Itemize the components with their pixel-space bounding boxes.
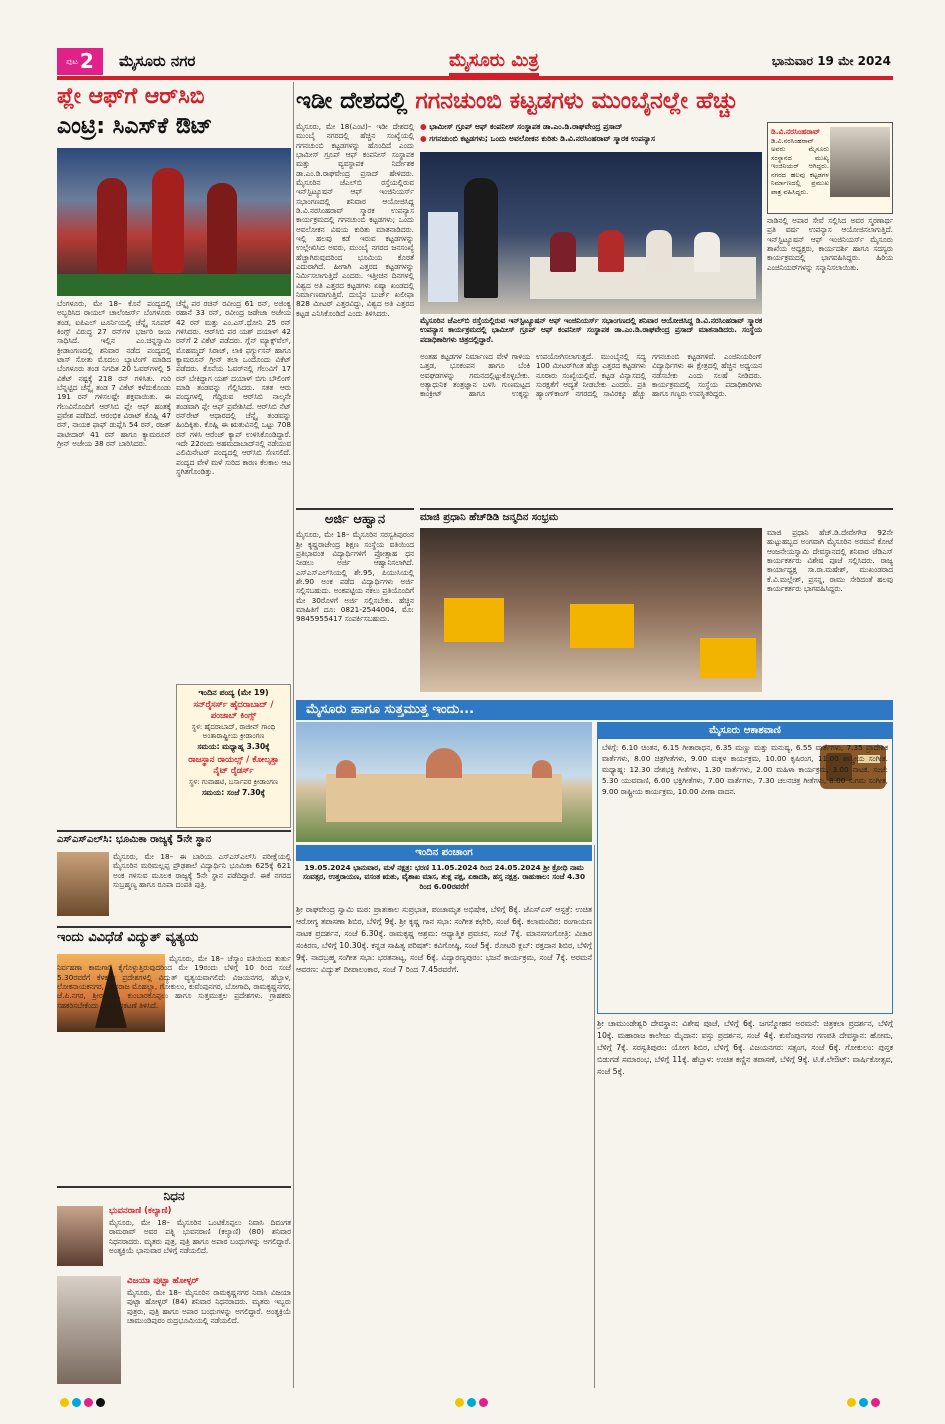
profile-text: ಡಿ.ವಿ.ನರಸಿಂಹರಾವ್ ಅವರು ಮೈಸೂರು ಸಂಸ್ಥಾನದ ಮುಖ್ಯ ಇಂಜಿನಿಯರ್ ಆಗಿದ್ದರು. ನಗರದ ಹಲವು ಕಟ್ಟಡಗಳ ನಿರ್ಮಾಣದಲ್ಲಿ ಪ್ರಮುಖ ಪಾತ್ರ ವಹಿಸಿದ್ದರು. [771,137,829,196]
obituary-body-2: ಮೈಸೂರು, ಮೇ 18– ಮೈಸೂರಿನ ರಾಮಕೃಷ್ಣನಗರ ನಿವಾಸಿ ವಿಜಯಾ ಪುಟ್ಟಾ ಹೋಳ್ಳರ್ (84) ಶನಿವಾರ ನಿಧನರಾದರು. ಮೃತರು ಇಬ್ಬರು ಪುತ್ರರು, ಪುತ್ರಿ ಹಾಗೂ ಅಪಾರ ಬಂಧುಗಳನ್ನು ಅಗಲಿದ್ದಾರೆ. ಅಂತ್ಯಕ್ರಿಯೆ ಚಾಮುಂಡಿಪುರಂ ರುದ್ರಭೂಮಿಯಲ್ಲಿ ನಡೆಯಲಿದೆ. [127,1288,291,1325]
fixture-box [176,684,291,828]
color-dot [455,1398,464,1407]
color-dot [859,1398,868,1407]
event-photo [420,528,762,692]
banner-poster [570,604,634,648]
fixture-venue1: ಸ್ಥಳ: ಹೈದರಾಬಾದ್, ರಾಜೀವ್ ಗಾಂಧಿ ಅಂತಾರಾಷ್ಟ್ರೀಯ ಕ್ರೀಡಾಂಗಣ [191,723,276,740]
notice-body: ಮೈಸೂರು, ಮೇ 18– ಮೈಸೂರಿನ ಸರಸ್ವತಿಪುರಂನ ಶ್ರೀ ಕೃಷ್ಣರಾಜೇಂದ್ರ ಶಿಕ್ಷಣ ಸಂಸ್ಥೆಯ ವತಿಯಿಂದ ಪ್ರತಿಭಾವಂತ ವಿದ್ಯಾರ್ಥಿಗಳಿಗೆ ಪ್ರೋತ್ಸಾಹ ಧನ ನೀಡಲು ಅರ್ಜಿ ಆಹ್ವಾನಿಸಲಾಗಿದೆ. ಎಸ್‌ಎಸ್‌ಎಲ್‌ಸಿಯಲ್ಲಿ ಶೇ.95, ಪಿಯುಸಿಯಲ್ಲಿ ಶೇ.90 ಅಂಕ ಪಡೆದ ವಿದ್ಯಾರ್ಥಿಗಳು ಅರ್ಜಿ ಸಲ್ಲಿಸಬಹುದು. ಅಂಕಪಟ್ಟಿಯ ನಕಲು ಪ್ರತಿಯೊಂದಿಗೆ ಮೇ 30ರೊಳಗೆ ಅರ್ಜಿ ಸಲ್ಲಿಸಬೇಕು. ಹೆಚ್ಚಿನ ಮಾಹಿತಿಗೆ ದೂ: 0821-2544004, ಮೊ: 9845955417 ಸಂಪರ್ಕಿಸಬಹುದು. [296,530,414,624]
sslc-story [57,830,291,924]
obituary-section-title: ನಿಧನ [163,1189,185,1203]
profile-box [767,122,893,214]
power-cut-body: ಮೈಸೂರು, ಮೇ 18– ಚೆಸ್ಕಾಂ ವತಿಯಿಂದ ತುರ್ತು ನಿರ್ವಹಣಾ ಕಾಮಗಾರಿ ಕೈಗೊಳ್ಳುತ್ತಿರುವುದರಿಂದ ಮೇ 19ರಂದು ಬೆಳಿಗ್ಗೆ 10 ರಿಂದ ಸಂಜೆ 5.30ರವರೆಗೆ ಕೆಳಕಂಡ ಪ್ರದೇಶಗಳಲ್ಲಿ ವಿದ್ಯುತ್ ವ್ಯತ್ಯಯವಾಗಲಿದೆ: ವಿಜಯನಗರ, ಹೆಬ್ಬಾಳ, ಲೋಕನಾಯಕನಗರ, ದೇವರಾಜ ಮೊಹಲ್ಲಾ, ಗೋಕುಲಂ, ಕುವೆಂಪುನಗರ, ಬೋಗಾದಿ, ರಾಮಕೃಷ್ಣನಗರ, ಜೆ.ಪಿ.ನಗರ, ಶ್ರೀರಾಂಪುರ, ಕುಂಬಾರಕೊಪ್ಪಲು ಹಾಗೂ ಸುತ್ತಮುತ್ತಲ ಪ್ರದೇಶಗಳು. ಗ್ರಾಹಕರು ಸಹಕರಿಸಬೇಕೆಂದು ಚೆಸ್ಕಾಂ ಪ್ರಕಟಣೆ ತಿಳಿಸಿದೆ. [57,954,291,1010]
guest-figure [694,232,720,272]
speaker-figure [464,178,498,298]
lead-bullet-1-text: ಭಾಮೀಸ್ ಗ್ರೂಪ್ ಆಫ್ ಕಂಪನೀಸ್ ಸಂಸ್ಥಾಪಕ ಡಾ.ಎಂ.ಡಿ.ರಾಘವೇಂದ್ರ ಪ್ರಸಾದ್ [429,122,623,131]
power-cut-story [57,926,291,1184]
obituary-photo-2 [57,1276,121,1384]
bullet-icon: ● [420,122,427,131]
lecture-photo [420,152,762,314]
sslc-title: ಎಸ್‌ಎಸ್‌ಎಲ್‌ಸಿ: ಭೂಮಿಕಾ ರಾಜ್ಯಕ್ಕೆ 5ನೇ ಸ್ಥಾನ [57,834,212,845]
bullet-icon: ● [420,134,427,144]
profile-body: ನಾಡಿನಲ್ಲಿ ಅಪಾರ ಸೇವೆ ಸಲ್ಲಿಸಿದ ಅವರ ಸ್ಮರಣಾರ್ಥ ಪ್ರತಿ ವರ್ಷ ಉಪನ್ಯಾಸ ಆಯೋಜಿಸಲಾಗುತ್ತಿದೆ. ಇನ್‌ಸ್ಟಿಟ್ಯೂಷನ್ ಆಫ್ ಇಂಜಿನಿಯರ್ಸ್ ಮೈಸೂರು ಶಾಖೆಯ ಅಧ್ಯಕ್ಷರು, ಕಾರ್ಯದರ್ಶಿ ಹಾಗೂ ಸದಸ್ಯರು ಕಾರ್ಯಕ್ರಮದಲ್ಲಿ ಭಾಗವಹಿಸಿದ್ದರು. ಹಿರಿಯ ಎಂಜಿನಿಯರ್‌ಗಳನ್ನು ಸನ್ಮಾನಿಸಲಾಯಿತು. [767,216,893,272]
radio-box [597,722,893,1014]
color-dot [467,1398,476,1407]
sports-headline-line2: ಎಂಟ್ರಿ: ಸಿಎಸ್‌ಕೆ ಔಟ್ [57,114,213,139]
radio-body: ಬೆಳಿಗ್ಗೆ: 6.10 ಚಿಂತನ, 6.15 ಗೀತಾರಾಧನ, 6.35 ಮಣ್ಣು ಮತ್ತು ಮನುಷ್ಯ, 6.55 ವಾರ್ತೆಗಳು, 7.35 ಪ್ರಾದೇಶಿಕ ವಾರ್ತೆಗಳು, 8.00 ಚಿತ್ರಗೀತೆಗಳು, 9.00 ಮಕ್ಕಳ ಕಾರ್ಯಕ್ರಮ, 10.00 ಕೃಷಿರಂಗ, 11.00 ಶಾಸ್ತ್ರೀಯ ಸಂಗೀತ. ಮಧ್ಯಾಹ್ನ: 12.30 ದೇಶಭಕ್ತಿ ಗೀತೆಗಳು, 1.30 ವಾರ್ತೆಗಳು, 2.00 ಮಹಿಳಾ ಕಾರ್ಯಕ್ರಮ, 3.00 ನಾಟಕ. ಸಂಜೆ: 5.30 ಯುವವಾಣಿ, 6.00 ಭಕ್ತಿಗೀತೆಗಳು, 7.00 ವಾರ್ತೆಗಳು, 7.30 ಚಲನಚಿತ್ರ ಗೀತೆಗಳು, 8.00 ಸುಗಮ ಸಂಗೀತ, 9.00 ರಾಷ್ಟ್ರೀಯ ಕಾರ್ಯಕ್ರಮ, 10.00 ವೀಣಾ ವಾದನ. [602,743,888,796]
masthead [57,48,893,76]
fixture-match1: ಸನ್‌ರೈಸರ್ಸ್ ಹೈದರಾಬಾದ್ / ಪಂಜಾಬ್ ಕಿಂಗ್ಸ್ [193,700,274,721]
masthead-rule [57,76,893,80]
panchanga-box [296,845,592,901]
lead-body-2: ಅಂತಹ ಕಟ್ಟಡಗಳ ನಿರ್ಮಾಣದ ವೇಳೆ ಗಾಳಿಯ ಒತ್ತಡ, ಭೂಕಂಪನ ಹಾಗೂ ಬೆಂಕಿ ಅವಘಡಗಳನ್ನು ಗಮನದಲ್ಲಿಟ್ಟುಕೊಳ್ಳಬೇಕು. ಅತ್ಯಾಧುನಿಕ ತಂತ್ರಜ್ಞಾನ ಬಳಸಿ ಗುಣಮಟ್ಟದ ಕಾಂಕ್ರೀಟ್ ಹಾಗೂ ಉಕ್ಕನ್ನು ಉಪಯೋಗಿಸಲಾಗುತ್ತದೆ. ಮುಂಬೈನಲ್ಲಿ ಸದ್ಯ 100 ಮೀಟರ್‌ಗಿಂತ ಹೆಚ್ಚು ಎತ್ತರದ ಕಟ್ಟಡಗಳು ನೂರಾರು ಸಂಖ್ಯೆಯಲ್ಲಿವೆ. ಕಟ್ಟಡ ವಿನ್ಯಾಸದಲ್ಲಿ ಸುರಕ್ಷತೆಗೆ ಆದ್ಯತೆ ನೀಡಬೇಕು ಎಂದರು. ಪ್ರತಿ ಹ್ಯಾಂಗ್‌ಕಾಂಗ್ ನಗರದಲ್ಲಿ ಸಾವಿರಕ್ಕೂ ಹೆಚ್ಚು ಗಗನಚುಂಬಿ ಕಟ್ಟಡಗಳಿವೆ. ಎಂಜಿನಿಯರಿಂಗ್ ವಿದ್ಯಾರ್ಥಿಗಳು ಈ ಕ್ಷೇತ್ರದಲ್ಲಿ ಹೆಚ್ಚಿನ ಅಧ್ಯಯನ ನಡೆಸಬೇಕು ಎಂದು ಸಲಹೆ ನೀಡಿದರು. ಕಾರ್ಯಕ್ರಮದಲ್ಲಿ ಸಂಸ್ಥೆಯ ಪದಾಧಿಕಾರಿಗಳು ಹಾಗೂ ಗಣ್ಯರು ಉಪಸ್ಥಿತರಿದ್ದರು. [420,352,762,399]
rcb-celebration-photo [57,148,291,296]
palace-dome [532,760,552,778]
ground-strip [57,274,291,296]
color-dot [60,1398,69,1407]
podium-banner [428,212,458,302]
obituary-name-1: ಭುವನರಾಣಿ (ಕಲ್ಯಾಣಿ) [109,1206,172,1216]
obituary-section [57,1186,291,1386]
lecture-photo-caption: ಮೈಸೂರಿನ ಜೆಎಲ್‌ಬಿ ರಸ್ತೆಯಲ್ಲಿರುವ ಇನ್‌ಸ್ಟಿಟ್ಯೂಷನ್ ಆಫ್ ಇಂಜಿನಿಯರ್ಸ್ ಸಭಾಂಗಣದಲ್ಲಿ ಶನಿವಾರ ಆಯೋಜಿಸಿದ್ದ ಡಿ.ವಿ.ನರಸಿಂಹರಾವ್ ಸ್ಮಾರಕ ಉಪನ್ಯಾಸ ಕಾರ್ಯಕ್ರಮದಲ್ಲಿ ಭಾಮೀಸ್ ಗ್ರೂಪ್ ಆಫ್ ಕಂಪನೀಸ್ ಸಂಸ್ಥಾಪಕ ಡಾ.ಎಂ.ಡಿ.ರಾಘವೇಂದ್ರ ಪ್ರಸಾದ್ ಮಾತನಾಡಿದರು. ಸಂಸ್ಥೆಯ ಪದಾಧಿಕಾರಿಗಳು ಚಿತ್ರದಲ್ಲಿದ್ದಾರೆ. [420,316,762,344]
fixture-match2: ರಾಜಸ್ಥಾನ ರಾಯಲ್ಸ್ / ಕೋಲ್ಕತ್ತಾ ನೈಟ್ ರೈಡರ್ಸ್ [188,755,279,776]
notice-box [296,508,414,694]
obituary-body-1: ಮೈಸೂರು, ಮೇ 18– ಮೈಸೂರಿನ ಒಂಟಿಕೊಪ್ಪಲು ನಿವಾಸಿ ದಿವಂಗತ ರಾಮರಾವ್ ಅವರ ಪತ್ನಿ ಭುವನರಾಣಿ (ಕಲ್ಯಾಣಿ) (80) ಶನಿವಾರ ನಿಧನರಾದರು. ಮೃತರು ಪುತ್ರ, ಪುತ್ರಿ ಹಾಗೂ ಅಪಾರ ಬಂಧುಗಳನ್ನು ಅಗಲಿದ್ದಾರೆ. ಅಂತ್ಯಕ್ರಿಯೆ ಭಾನುವಾರ ಬೆಳಿಗ್ಗೆ ನಡೆಯಲಿದೆ. [109,1218,291,1255]
color-dot [96,1398,105,1407]
player-figure [207,183,237,275]
today-banner-text: ಮೈಸೂರು ಹಾಗೂ ಸುತ್ತಮುತ್ತ ಇಂದು... [306,702,475,717]
lead-bullet-2-text: ಗಗನಚುಂಬಿ ಕಟ್ಟಡಗಳು; ಒಂದು ಅವಲೋಕನ ಕುರಿತು ಡಿ.ವಿ.ನರಸಿಂಹರಾವ್ ಸ್ಮಾರಕ ಉಪನ್ಯಾಸ [429,134,656,144]
color-dot [72,1398,81,1407]
lead-bullet-2 [420,134,762,143]
fixture-time1: ಸಮಯ: ಮಧ್ಯಾಹ್ನ 3.30ಕ್ಕೆ [197,741,270,751]
color-dot [847,1398,856,1407]
obituary-name-2: ವಿಜಯಾ ಪುಟ್ಟಾ ಹೋಳ್ಳರ್ [127,1276,199,1286]
sports-body-col1: ಬೆಂಗಳೂರು, ಮೇ 18– ಕೊನೆ ಪಂದ್ಯದಲ್ಲಿ ಅಬ್ಬರಿಸಿದ ರಾಯಲ್ ಚಾಲೆಂಜರ್ಸ್ ಬೆಂಗಳೂರು ತಂಡ, ಐಪಿಎಲ್ ಟೂರ್ನಿಯಲ್ಲಿ ಚೆನ್ನೈ ಸೂಪರ್ ಕಿಂಗ್ಸ್ ವಿರುದ್ಧ 27 ರನ್‌ಗಳ ಭರ್ಜರಿ ಜಯ ಸಾಧಿಸಿದೆ. ಇಲ್ಲಿನ ಎಂ.ಚಿನ್ನಸ್ವಾಮಿ ಕ್ರೀಡಾಂಗಣದಲ್ಲಿ ಶನಿವಾರ ನಡೆದ ಪಂದ್ಯದಲ್ಲಿ ಟಾಸ್ ಸೋತು ಮೊದಲು ಬ್ಯಾಟಿಂಗ್ ಮಾಡಿದ ಬೆಂಗಳೂರು ತಂಡ ನಿಗದಿತ 20 ಓವರ್‌ಗಳಲ್ಲಿ 5 ವಿಕೆಟ್ ನಷ್ಟಕ್ಕೆ 218 ರನ್ ಗಳಿಸಿತು. ಗುರಿ ಬೆನ್ನಟ್ಟಿದ ಚೆನ್ನೈ ತಂಡ 7 ವಿಕೆಟ್ ಕಳೆದುಕೊಂಡು 191 ರನ್ ಗಳಿಸಲಷ್ಟೇ ಶಕ್ತವಾಯಿತು. ಈ ಗೆಲುವಿನೊಂದಿಗೆ ಆರ್‌ಸಿಬಿ ಪ್ಲೇ ಆಫ್ ಹಂತಕ್ಕೆ ಪ್ರವೇಶ ಪಡೆದಿದೆ. ಆರಂಭಿಕ ವಿರಾಟ್ ಕೊಹ್ಲಿ 47 ರನ್, ನಾಯಕ ಫಾಫ್ ಡುಪ್ಲೆಸಿ 54 ರನ್, ರಜತ್ ಪಾಟೀದಾರ್ 41 ರನ್ ಹಾಗೂ ಕ್ಯಾಮರೂನ್ ಗ್ರೀನ್ ಅಜೇಯ 38 ರನ್ ಬಾರಿಸಿದರು. [57,299,171,448]
lead-body: ಮೈಸೂರು, ಮೇ 18(ಎಂಟಿ)– ಇಡೀ ದೇಶದಲ್ಲಿ ಮುಂಬೈ ನಗರದಲ್ಲಿ ಹೆಚ್ಚಿನ ಸಂಖ್ಯೆಯಲ್ಲಿ ಗಗನಚುಂಬಿ ಕಟ್ಟಡಗಳನ್ನು ಹೊಂದಿದೆ ಎಂದು ಭಾಮೀಸ್ ಗ್ರೂಪ್ ಆಫ್ ಕಂಪನೀಸ್ ಸಂಸ್ಥಾಪಕ ಮತ್ತು ವ್ಯವಸ್ಥಾಪಕ ನಿರ್ದೇಶಕ ಡಾ.ಎಂ.ಡಿ.ರಾಘವೇಂದ್ರ ಪ್ರಸಾದ್ ಹೇಳಿದರು. ಮೈಸೂರಿನ ಜೆಎಲ್‌ಬಿ ರಸ್ತೆಯಲ್ಲಿರುವ ಇನ್‌ಸ್ಟಿಟ್ಯೂಷನ್ ಆಫ್ ಇಂಜಿನಿಯರ್ಸ್ ಸಭಾಂಗಣದಲ್ಲಿ ಶನಿವಾರ ಆಯೋಜಿಸಿದ್ದ ಡಿ.ವಿ.ನರಸಿಂಹರಾವ್ ಸ್ಮಾರಕ ಉಪನ್ಯಾಸ ಕಾರ್ಯಕ್ರಮದಲ್ಲಿ ಗಗನಚುಂಬಿ ಕಟ್ಟಡಗಳು; ಒಂದು ಅವಲೋಕನ ವಿಷಯ ಕುರಿತು ಮಾತನಾಡಿದರು. ಇಲ್ಲಿ ಹಲವು ಕಡೆ ಇರುವ ಕಟ್ಟಡಗಳನ್ನು ಉಲ್ಲೇಖಿಸಿದ ಅವರು, ಮುಂಬೈ ನಗರದ ಜನಸಂಖ್ಯೆ ಹೆಚ್ಚಾಗಿರುವುದರಿಂದ ಭೂಮಿಯ ಕೊರತೆ ಎದುರಾಗಿದೆ. ಹೀಗಾಗಿ ಎತ್ತರದ ಕಟ್ಟಡಗಳನ್ನು ನಿರ್ಮಿಸಲಾಗುತ್ತಿದೆ ಎಂದರು. ಇತ್ತೀಚಿನ ದಿನಗಳಲ್ಲಿ ವಿಶ್ವದ ಅತಿ ಎತ್ತರದ ಕಟ್ಟಡಗಳು ಏಷ್ಯಾ ಖಂಡದಲ್ಲಿ ನಿರ್ಮಾಣವಾಗುತ್ತಿವೆ. ದುಬೈನ ಬುರ್ಜ್ ಖಲೀಫಾ 828 ಮೀಟರ್ ಎತ್ತರವಿದ್ದು, ವಿಶ್ವದ ಅತಿ ಎತ್ತರದ ಕಟ್ಟಡ ಎನಿಸಿಕೊಂಡಿದೆ ಎಂದು ತಿಳಿಸಿದರು. [296,122,414,318]
lead-headline-red: ಗಗನಚುಂಬಿ ಕಟ್ಟಡಗಳು ಮುಂಬೈನಲ್ಲೇ ಹೆಚ್ಚು [415,88,739,114]
lead-headline [296,82,893,120]
color-dot [871,1398,880,1407]
event-caption: ಮಾಜಿ ಪ್ರಧಾನಿ ಹೆಚ್.ಡಿ.ದೇವೇಗೌಡ 92ನೇ ಹುಟ್ಟುಹಬ್ಬದ ಅಂಗವಾಗಿ ಮೈಸೂರಿನ ಅರಮನೆ ಕೋಟೆ ಆಂಜನೇಯಸ್ವಾಮಿ ದೇವಸ್ಥಾನದಲ್ಲಿ ಶನಿವಾರ ಜೆಡಿಎಸ್ ಕಾರ್ಯಕರ್ತರು ವಿಶೇಷ ಪೂಜೆ ಸಲ್ಲಿಸಿದರು. ರಾಜ್ಯ ಕಾರ್ಯಾಧ್ಯಕ್ಷ ಸಾ.ರಾ.ಮಹೇಶ್, ಮುಖಂಡರಾದ ಕೆ.ವಿ.ಮಲ್ಲೇಶ್, ಪ್ರಸನ್ನ, ರಾಮು ಸೇರಿದಂತೆ ಹಲವು ಕಾರ್ಯಕರ್ತರು ಭಾಗವಹಿಸಿದ್ದರು. [767,528,893,593]
palace-dome [336,760,356,778]
page-label: ಪುಟ [66,56,78,66]
palace-dome [426,748,462,778]
obituary-photo-1 [57,1206,103,1266]
section-name: ಮೈಸೂರು ನಗರ [119,52,196,70]
palace-body [326,774,562,822]
panchanga-title: ಇಂದಿನ ಪಂಚಾಂಗ [296,845,592,861]
banner-poster [444,598,504,642]
power-cut-title: ಇಂದು ವಿವಿಧೆಡೆ ವಿದ್ಯುತ್ ವ್ಯತ್ಯಯ [57,930,199,945]
player-figure [152,168,184,273]
sports-headline [57,82,291,146]
color-dot [479,1398,488,1407]
event-story [420,508,893,694]
player-figure [97,178,127,273]
lead-bullets [420,122,762,152]
paper-name: ಮೈಸೂರು ಮಿತ್ರ [449,50,539,76]
page-number-box [57,48,103,75]
lead-bullet-1 [420,122,762,131]
fixture-heading: ಇಂದಿನ ಪಂದ್ಯ (ಮೇ 19) [198,688,269,697]
panchanga-body: 19.05.2024 ಭಾನುವಾರ, ಮಳೆ ನಕ್ಷತ್ರ: ಭರಣಿ 11.05.2024 ರಿಂದ 24.05.2024 ಶ್ರೀ ಕ್ರೋಧಿ ನಾಮ ಸಂವತ್ಸರ, ಉತ್ತರಾಯಣ, ವಸಂತ ಋತು, ವೈಶಾಖ ಮಾಸ, ಶುಕ್ಲ ಪಕ್ಷ, ಏಕಾದಶಿ, ಹಸ್ತ ನಕ್ಷತ್ರ. ರಾಹುಕಾಲ: ಸಂಜೆ 4.30 ರಿಂದ 6.00ರವರೆಗೆ [302,863,586,891]
banner-poster [700,638,756,678]
event-title: ಮಾಜಿ ಪ್ರಧಾನಿ ಹೆಚ್‌ಡಿಡಿ ಜನ್ಮದಿನ ಸಂಭ್ರಮ [420,512,559,523]
sslc-body: ಮೈಸೂರು, ಮೇ 18– ಈ ಬಾರಿಯ ಎಸ್‌ಎಸ್‌ಎಲ್‌ಸಿ ಪರೀಕ್ಷೆಯಲ್ಲಿ ಮೈಸೂರಿನ ಮರಿಮಲ್ಲಪ್ಪ ಪ್ರೌಢಶಾಲೆ ವಿದ್ಯಾರ್ಥಿನಿ ಭೂಮಿಕಾ 625ಕ್ಕೆ 621 ಅಂಕ ಗಳಿಸುವ ಮೂಲಕ ರಾಜ್ಯಕ್ಕೆ 5ನೇ ಸ್ಥಾನ ಪಡೆದಿದ್ದಾರೆ. ಈಕೆ ನಗರದ ಸುಬ್ರಹ್ಮಣ್ಯ ಹಾಗೂ ರೂಪಾ ದಂಪತಿ ಪುತ್ರಿ. [113,852,291,889]
print-color-bar [0,1394,945,1414]
fixture-venue2: ಸ್ಥಳ: ಗುವಾಹಟಿ, ಬರ್ಸಾಪರ ಕ್ರೀಡಾಂಗಣ [189,778,278,787]
column-rule [594,845,595,1388]
guest-figure [550,232,576,272]
guest-figure [646,230,672,272]
profile-name: ಡಿ.ವಿ.ನರಸಿಂಹರಾವ್ [771,127,821,136]
today-banner [296,700,893,720]
notice-title: ಅರ್ಜಿ ಆಹ್ವಾನ [324,512,386,527]
today-events-2: ಶ್ರೀ ಚಾಮುಂಡೇಶ್ವರಿ ದೇವಸ್ಥಾನ: ವಿಶೇಷ ಪೂಜೆ, ಬೆಳಿಗ್ಗೆ 6ಕ್ಕೆ. ಜಗನ್ಮೋಹನ ಅರಮನೆ: ಚಿತ್ರಕಲಾ ಪ್ರದರ್ಶನ, ಬೆಳಿಗ್ಗೆ 10ಕ್ಕೆ. ಮಹಾರಾಜ ಕಾಲೇಜು ಮೈದಾನ: ವಸ್ತು ಪ್ರದರ್ಶನ, ಸಂಜೆ 4ಕ್ಕೆ. ಕುವೆಂಪುನಗರ ಗಣಪತಿ ದೇವಸ್ಥಾನ: ಹೋಮ, ಬೆಳಿಗ್ಗೆ 7ಕ್ಕೆ. ಸರಸ್ವತಿಪುರಂ: ಯೋಗ ಶಿಬಿರ, ಬೆಳಿಗ್ಗೆ 6ಕ್ಕೆ. ವಿಜಯನಗರ: ಸತ್ಸಂಗ, ಸಂಜೆ 6ಕ್ಕೆ. ಗೋಕುಲಂ: ಪುಸ್ತಕ ಬಿಡುಗಡೆ ಸಮಾರಂಭ, ಬೆಳಿಗ್ಗೆ 11ಕ್ಕೆ. ಹೆಬ್ಬಾಳ: ಉಚಿತ ಕಣ್ಣಿನ ತಪಾಸಣೆ, ಬೆಳಿಗ್ಗೆ 9ಕ್ಕೆ. ಟಿ.ಕೆ.ಲೇಔಟ್: ವಾರ್ಷಿಕೋತ್ಸವ, ಸಂಜೆ 5ಕ್ಕೆ. [597,1019,893,1077]
profile-photo [830,127,890,197]
sports-headline-line1: ಪ್ಲೇ ಆಫ್‌ಗೆ ಆರ್‌ಸಿಬಿ [57,84,205,109]
radio-title: ಮೈಸೂರು ಆಕಾಶವಾಣಿ [598,723,892,739]
column-rule [293,82,294,1388]
today-events: ಶ್ರೀ ರಾಘವೇಂದ್ರ ಸ್ವಾಮಿ ಮಠ: ಪ್ರಾತಃಕಾಲ ಸುಪ್ರಭಾತ, ಪಂಚಾಮೃತ ಅಭಿಷೇಕ, ಬೆಳಿಗ್ಗೆ 8ಕ್ಕೆ. ಜೆಎಸ್‌ಎಸ್ ಆಸ್ಪತ್ರೆ: ಉಚಿತ ಆರೋಗ್ಯ ತಪಾಸಣಾ ಶಿಬಿರ, ಬೆಳಿಗ್ಗೆ 9ಕ್ಕೆ. ಶ್ರೀ ಕೃಷ್ಣ ಗಾನ ಸಭಾ: ಸಂಗೀತ ಕಛೇರಿ, ಸಂಜೆ 6ಕ್ಕೆ. ಕಲಾಮಂದಿರ: ರಂಗಾಯಣ ನಾಟಕ ಪ್ರದರ್ಶನ, ಸಂಜೆ 6.30ಕ್ಕೆ. ರಾಮಕೃಷ್ಣ ಆಶ್ರಮ: ಆಧ್ಯಾತ್ಮಿಕ ಪ್ರವಚನ, ಸಂಜೆ 7ಕ್ಕೆ. ಮಾನಸಗಂಗೋತ್ರಿ: ವಿಚಾರ ಸಂಕಿರಣ, ಬೆಳಿಗ್ಗೆ 10.30ಕ್ಕೆ. ಕನ್ನಡ ಸಾಹಿತ್ಯ ಪರಿಷತ್: ಕವಿಗೋಷ್ಠಿ, ಸಂಜೆ 5ಕ್ಕೆ. ರೋಟರಿ ಕ್ಲಬ್: ರಕ್ತದಾನ ಶಿಬಿರ, ಬೆಳಿಗ್ಗೆ 9ಕ್ಕೆ. ನಾದಬ್ರಹ್ಮ ಸಂಗೀತ ಸಭಾ: ಭರತನಾಟ್ಯ, ಸಂಜೆ 6ಕ್ಕೆ. ವಿದ್ಯಾರಣ್ಯಪುರಂ: ಭಜನೆ ಕಾರ್ಯಕ್ರಮ, ಸಂಜೆ 7ಕ್ಕೆ. ಅರಮನೆ ಆವರಣ: ವಿದ್ಯುತ್ ದೀಪಾಲಂಕಾರ, ಸಂಜೆ 7 ರಿಂದ 7.45ರವರೆಗೆ. [296,905,592,975]
palace-photo [296,722,592,842]
issue-date: ಭಾನುವಾರ 19 ಮೇ 2024 [771,54,891,68]
page-number: 2 [79,49,94,73]
student-photo [57,852,109,916]
lead-headline-black: ಇಡೀ ದೇಶದಲ್ಲಿ [296,88,416,114]
guest-figure [598,230,624,272]
sports-body-col2: ಚೆನ್ನೈ ಪರ ರಚಿನ್ ರವೀಂದ್ರ 61 ರನ್, ಅಜಿಂಕ್ಯ ರಹಾನೆ 33 ರನ್, ರವೀಂದ್ರ ಜಡೇಜಾ ಅಜೇಯ 42 ರನ್ ಮತ್ತು ಎಂ.ಎಸ್.ಧೋನಿ 25 ರನ್ ಗಳಿಸಿದರು. ಆರ್‌ಸಿಬಿ ಪರ ಯಶ್ ದಯಾಳ್ 42 ರನ್‌ಗೆ 2 ವಿಕೆಟ್ ಪಡೆದರು. ಗ್ಲೆನ್ ಮ್ಯಾಕ್ಸ್‌ವೆಲ್, ಮೊಹಮ್ಮದ್ ಸಿರಾಜ್, ಲಾಕಿ ಫರ್ಗ್ಯುಸನ್ ಹಾಗೂ ಕ್ಯಾಮರೂನ್ ಗ್ರೀನ್ ತಲಾ ಒಂದೊಂದು ವಿಕೆಟ್ ಪಡೆದರು. ಕೊನೆಯ ಓವರ್‌ನಲ್ಲಿ ಗೆಲುವಿಗೆ 17 ರನ್ ಬೇಕಿದ್ದಾಗ ಯಶ್ ದಯಾಳ್ ಬಿಗು ಬೌಲಿಂಗ್ ಮಾಡಿ ತಂಡವನ್ನು ಗೆಲ್ಲಿಸಿದರು. ಸತತ ಆರು ಪಂದ್ಯಗಳಲ್ಲಿ ಗೆದ್ದಿರುವ ಆರ್‌ಸಿಬಿ ನಾಲ್ಕನೇ ತಂಡವಾಗಿ ಪ್ಲೇ ಆಫ್ ಪ್ರವೇಶಿಸಿದೆ. ಆರ್‌ಸಿಬಿ ನೆಟ್ ರನ್‌ರೇಟ್ ಆಧಾರದಲ್ಲಿ ಚೆನ್ನೈ ತಂಡವನ್ನು ಹಿಂದಿಕ್ಕಿತು. ಕೊಹ್ಲಿ ಈ ಋತುವಿನಲ್ಲಿ ಒಟ್ಟು 708 ರನ್ ಗಳಿಸಿ ಆರೆಂಜ್ ಕ್ಯಾಪ್ ಉಳಿಸಿಕೊಂಡಿದ್ದಾರೆ. ಇದೇ 22ರಂದು ಅಹಮದಾಬಾದ್‌ನಲ್ಲಿ ನಡೆಯುವ ಎಲಿಮಿನೇಟರ್ ಪಂದ್ಯದಲ್ಲಿ ಆರ್‌ಸಿಬಿ ಸೆಣಸಲಿದೆ. ಪಂದ್ಯದ ವೇಳೆ ಮಳೆ ಸುರಿದ ಕಾರಣ ಕೆಲಕಾಲ ಆಟ ಸ್ಥಗಿತಗೊಂಡಿತ್ತು. [176,299,291,476]
fixture-time2: ಸಮಯ: ಸಂಜೆ 7.30ಕ್ಕೆ [202,788,265,798]
color-dot [84,1398,93,1407]
